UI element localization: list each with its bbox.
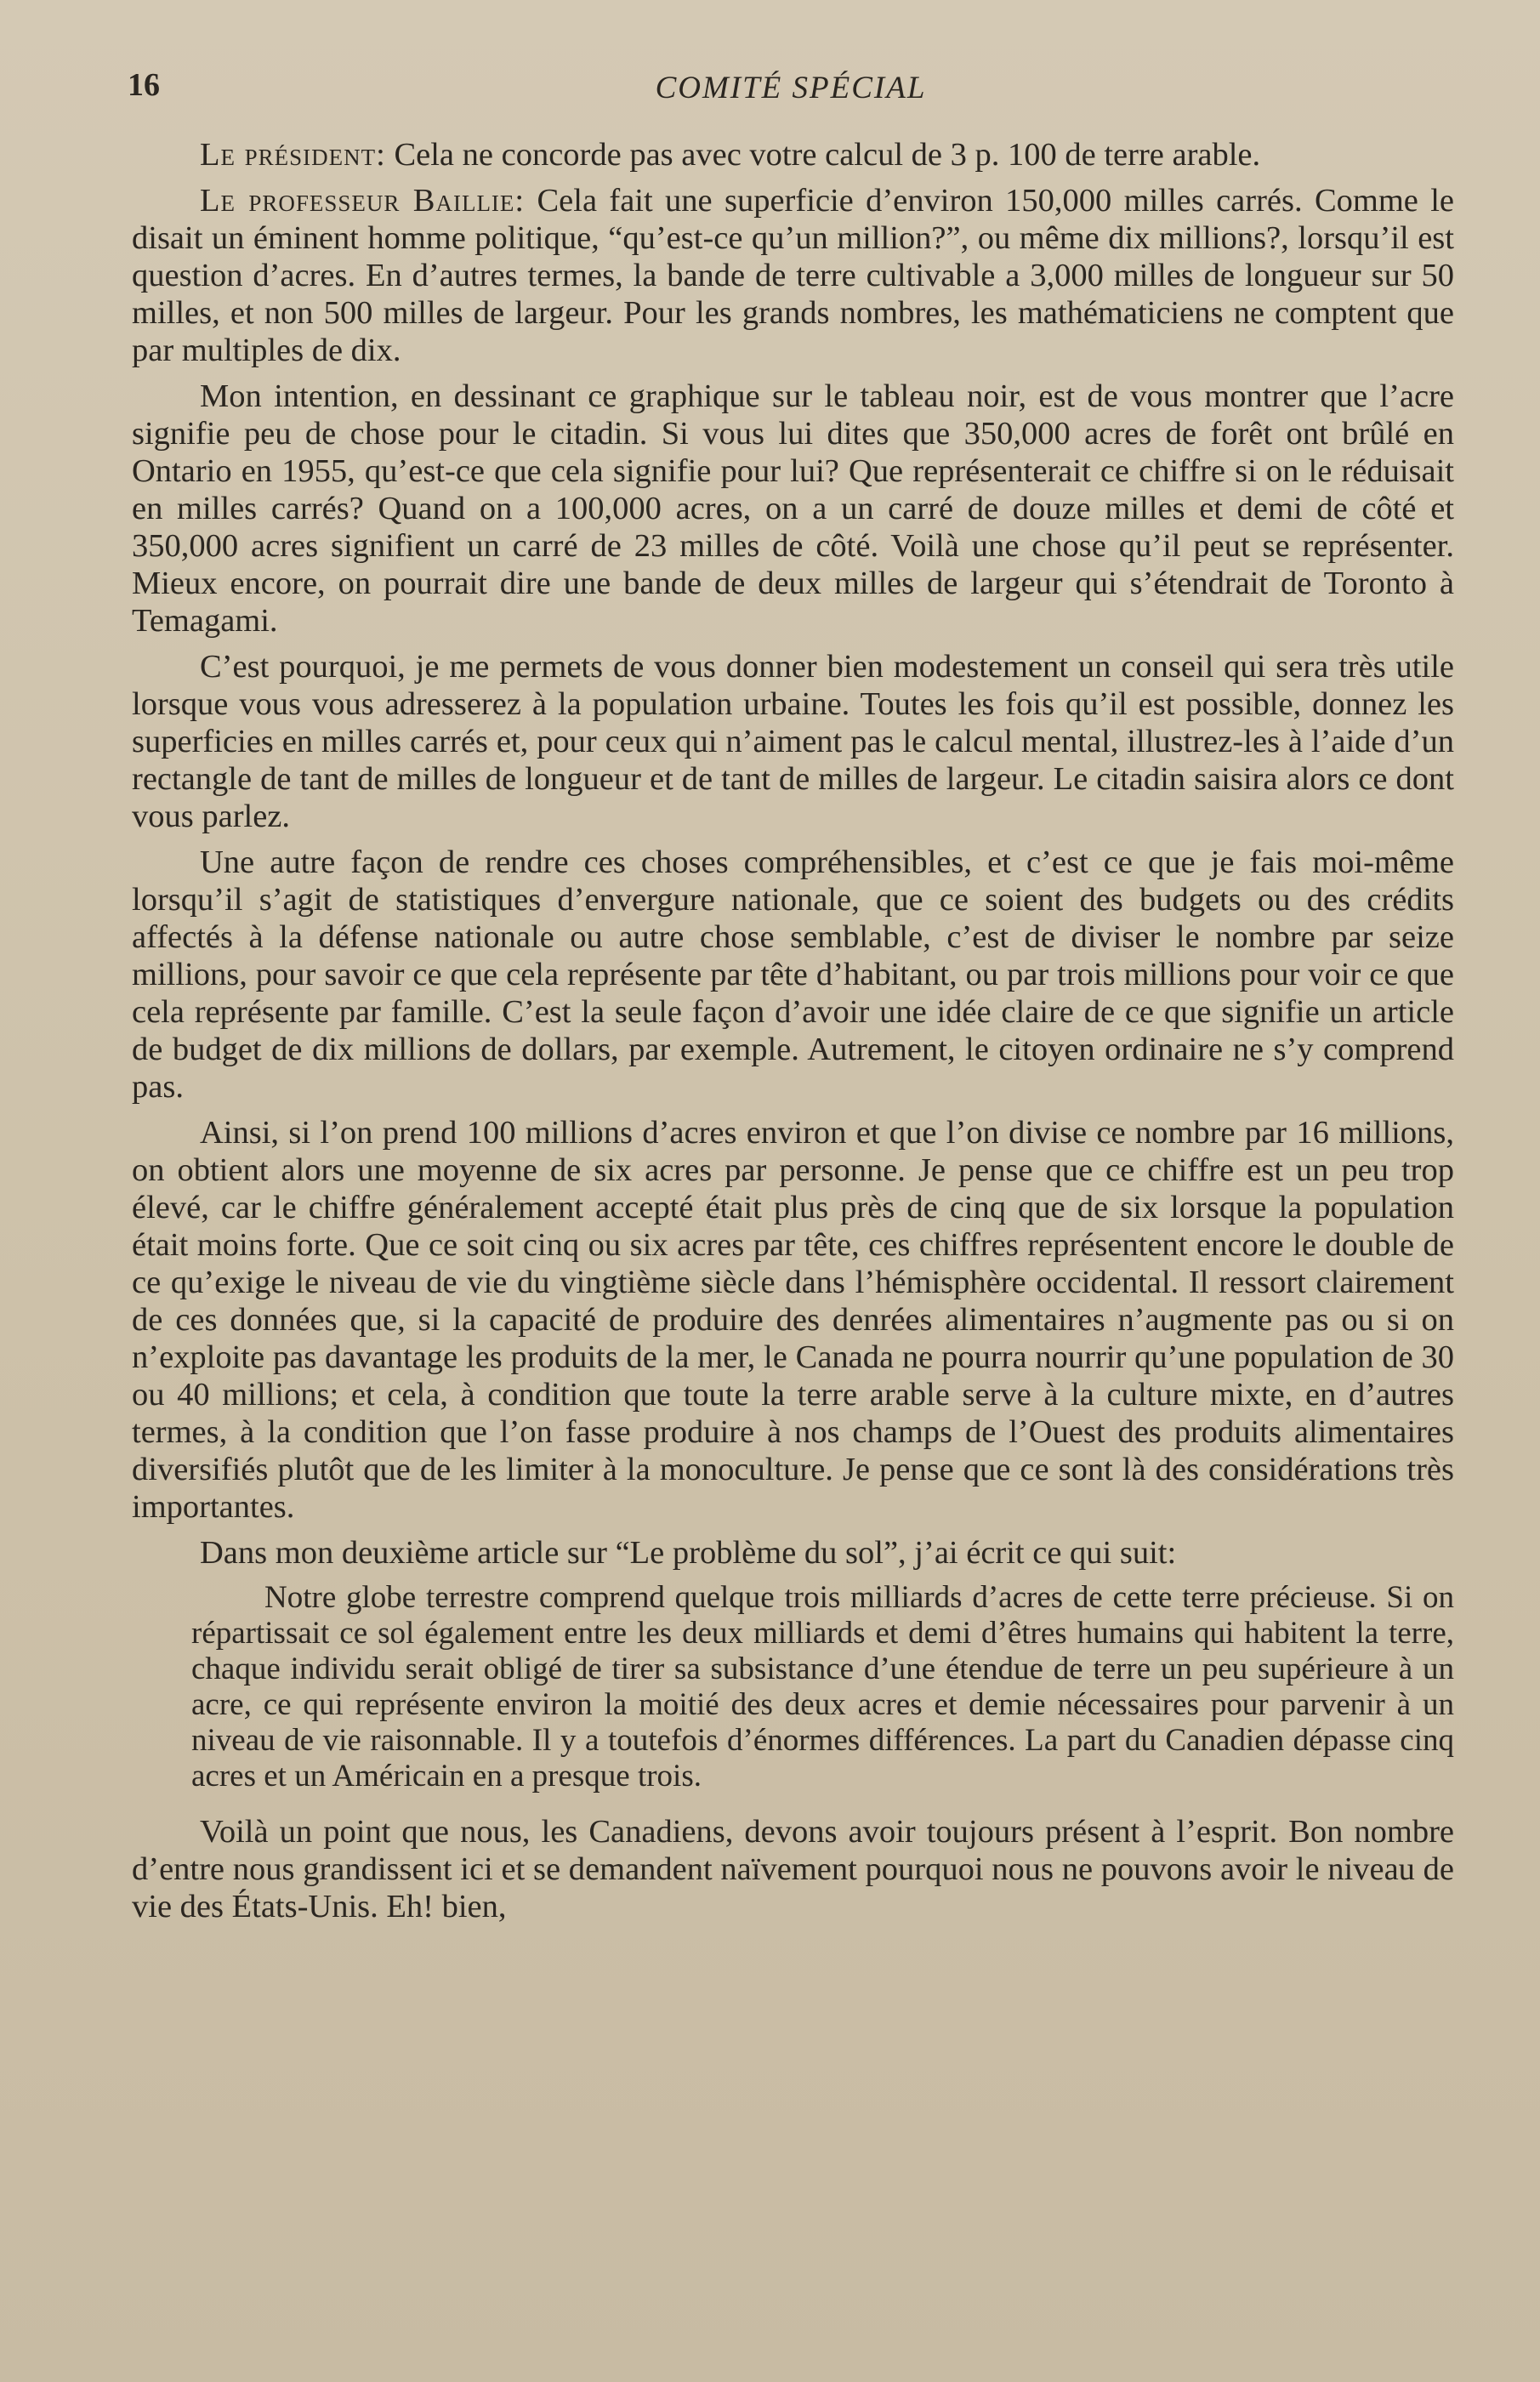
page-header <box>128 66 1454 117</box>
running-head: COMITÉ SPÉCIAL <box>655 71 927 105</box>
paragraph: C’est pourquoi, je me permets de vous donner bien modestement un conseil qui sera très utile lorsque vous vous adresserez à la population urbaine. Toutes les fois qu’il est possible, donnez les superficies en milles carrés et, pour ceux qui n’aiment pas le calcul mental, illustrez-les à l’aide d’un rectangle de tant de milles de longueur et de tant de milles de largeur. Le citadin saisira alors ce dont vous parlez. <box>132 649 1454 834</box>
paragraph-text: Cela fait une superficie d’environ 150,000 milles carrés. Comme le disait un éminent homme politique, “qu’est-ce qu’un million?”, ou même dix millions?, lorsqu’il est question d’acres. En d’autres termes, la bande de terre cultivable a 3,000 milles de longueur sur 50 milles, et non 500 milles de largeur. Pour les grands nombres, les mathématiciens ne comptent que par multiples de dix. <box>132 183 1454 368</box>
page-number: 16 <box>128 67 160 103</box>
block-quote: Notre globe terrestre comprend quelque trois milliards d’acres de cette terre précieuse. Si on répartissait ce sol également entre les deux milliards et demi d’êtres humains qui habitent la terre, chaque individu serait obligé de tirer sa subsistance d’une étendue de terre un peu supérieure à un acre, ce qui représente environ la moitié des deux acres et demie nécessaires pour parvenir à un niveau de vie raisonnable. Il y a toutefois d’énormes différences. La part du Canadien dépasse cinq acres et un Américain en a presque trois. <box>191 1580 1454 1794</box>
page-body <box>132 136 1454 1934</box>
speaker-name: Le président: <box>200 137 386 173</box>
paragraph <box>132 136 1454 173</box>
paragraph: Voilà un point que nous, les Canadiens, devons avoir toujours présent à l’esprit. Bon nombre d’entre nous grandissent ici et se demandent naïvement pourquoi nous ne pouvons avoir le niveau de vie des États-Unis. Eh! bien, <box>132 1814 1454 1924</box>
paragraph: Une autre façon de rendre ces choses compréhensibles, et c’est ce que je fais moi-même lorsqu’il s’agit de statistiques d’envergure nationale, que ce soient des budgets ou des crédits affectés à la défense nationale ou autre chose semblable, c’est de diviser le nombre par seize millions, pour savoir ce que cela représente par tête d’habitant, ou par trois millions pour voir ce que cela représente par famille. C’est la seule façon d’avoir une idée claire de ce que signifie un article de budget de dix millions de dollars, par exemple. Autrement, le citoyen ordinaire ne s’y comprend pas. <box>132 844 1454 1105</box>
paragraph-text: Cela ne concorde pas avec votre calcul de 3 p. 100 de terre arable. <box>385 137 1261 173</box>
paragraph: Mon intention, en dessinant ce graphique sur le tableau noir, est de vous montrer que l’acre signifie peu de chose pour le citadin. Si vous lui dites que 350,000 acres de forêt ont brûlé en Ontario en 1955, qu’est-ce que cela signifie pour lui? Que représenterait ce chiffre si on le réduisait en milles carrés? Quand on a 100,000 acres, on a un carré de douze milles et demi de côté et 350,000 acres signifient un carré de 23 milles de côté. Voilà une chose qu’il peut se représenter. Mieux encore, on pourrait dire une bande de deux milles de largeur qui s’étendrait de Toronto à Temagami. <box>132 378 1454 639</box>
paragraph: Ainsi, si l’on prend 100 millions d’acres environ et que l’on divise ce nombre par 16 millions, on obtient alors une moyenne de six acres par personne. Je pense que ce chiffre est un peu trop élevé, car le chiffre généralement accepté était plus près de cinq que de six lorsque la population était moins forte. Que ce soit cinq ou six acres par tête, ces chiffres représentent encore le double de ce qu’exige le niveau de vie du vingtième siècle dans l’hémisphère occidental. Il ressort clairement de ces données que, si la capacité de produire des denrées alimentaires n’augmente pas ou si on n’exploite pas davantage les produits de la mer, le Canada ne pourra nourrir qu’une population de 30 ou 40 millions; et cela, à condition que toute la terre arable serve à la culture mixte, en d’autres termes, à la condition que l’on fasse produire à nos champs de l’Ouest des produits alimentaires diversifiés plutôt que de les limiter à la monoculture. Je pense que ce sont là des considérations très importantes. <box>132 1115 1454 1525</box>
paragraph <box>132 182 1454 369</box>
speaker-name: Le professeur Baillie: <box>200 183 526 219</box>
paragraph: Dans mon deuxième article sur “Le problème du sol”, j’ai écrit ce qui suit: <box>200 1535 1177 1571</box>
